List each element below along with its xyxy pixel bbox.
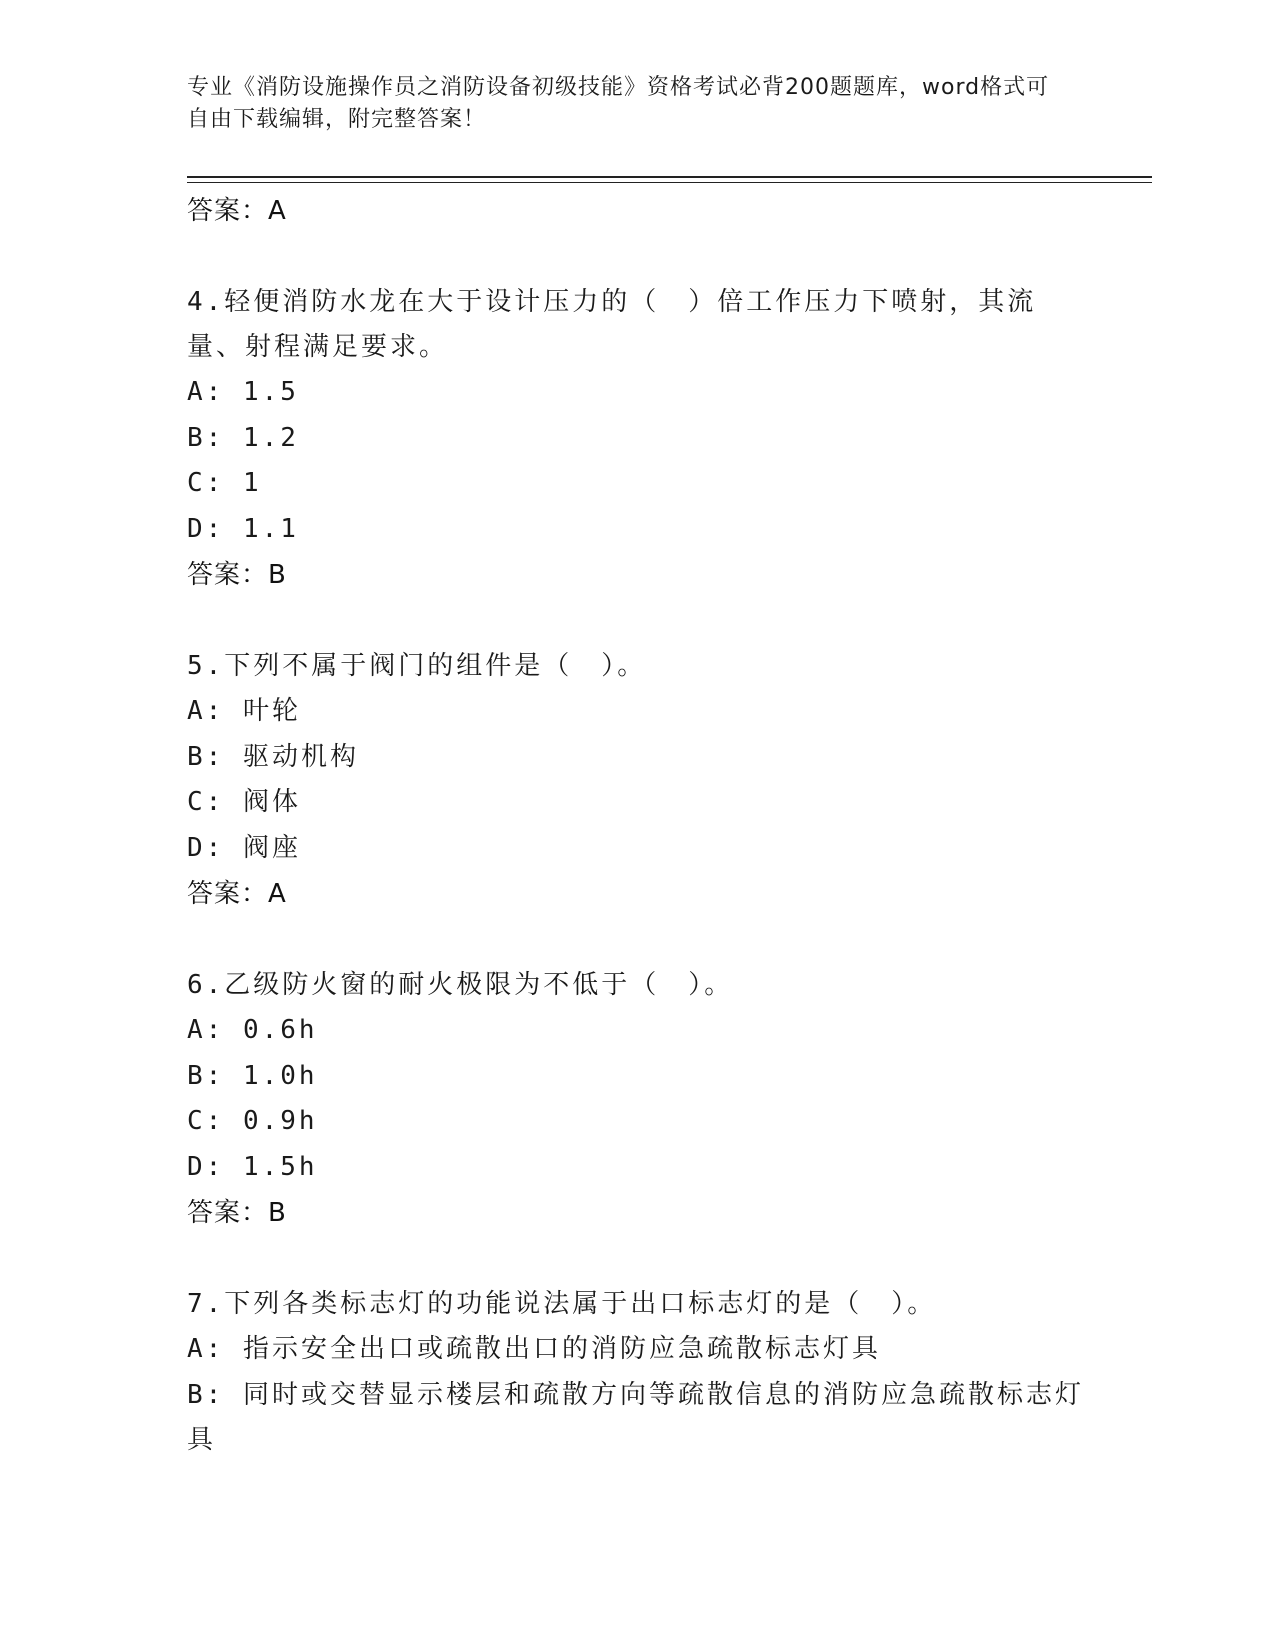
option-a: A: 0.6h [187, 1015, 318, 1045]
question-text: 5.下列不属于阀门的组件是（ ）。 [187, 651, 647, 681]
question-block [187, 963, 1087, 1236]
option-c: C: 1 [187, 468, 262, 498]
option-d: D: 1.1 [187, 513, 299, 544]
answer-line: 答案：B [187, 560, 287, 590]
option-c: C: 0.9h [187, 1106, 318, 1136]
previous-answer: 答案：A [187, 196, 287, 226]
question-block [187, 1282, 1087, 1464]
option-b: B: 驱动机构 [187, 741, 359, 772]
option-c: C: 阀体 [187, 787, 301, 817]
option-b: B: 1.0h [187, 1060, 318, 1091]
option-a: A: 叶轮 [187, 696, 301, 726]
question-list [187, 188, 1087, 1464]
spacer [187, 234, 1087, 280]
option-a: A: 指示安全出口或疏散出口的消防应急疏散标志灯具 [187, 1334, 881, 1364]
option-b: B: 同时或交替显示楼层和疏散方向等疏散信息的消防应急疏散标志灯具 [187, 1379, 1084, 1455]
option-b: B: 1.2 [187, 422, 299, 453]
question-text: 7.下列各类标志灯的功能说法属于出口标志灯的是（ ）。 [187, 1289, 937, 1319]
option-d: D: 1.5h [187, 1151, 318, 1182]
answer-line: 答案：B [187, 1198, 287, 1228]
header-divider-thick [187, 176, 1152, 178]
question-block [187, 644, 1087, 917]
option-d: D: 阀座 [187, 832, 301, 863]
answer-line: 答案：A [187, 879, 287, 909]
option-a: A: 1.5 [187, 377, 299, 407]
spacer [187, 917, 1087, 963]
question-text: 4.轻便消防水龙在大于设计压力的（ ）倍工作压力下喷射，其流量、射程满足要求。 [187, 287, 1037, 362]
spacer [187, 1236, 1087, 1282]
question-block [187, 280, 1087, 598]
document-header: 专业《消防设施操作员之消防设备初级技能》资格考试必背200题题库，word格式可自由下载编辑，附完整答案！ [187, 75, 1050, 132]
spacer [187, 598, 1087, 644]
question-text: 6.乙级防火窗的耐火极限为不低于（ ）。 [187, 970, 734, 1000]
header-divider-thin [187, 182, 1152, 183]
